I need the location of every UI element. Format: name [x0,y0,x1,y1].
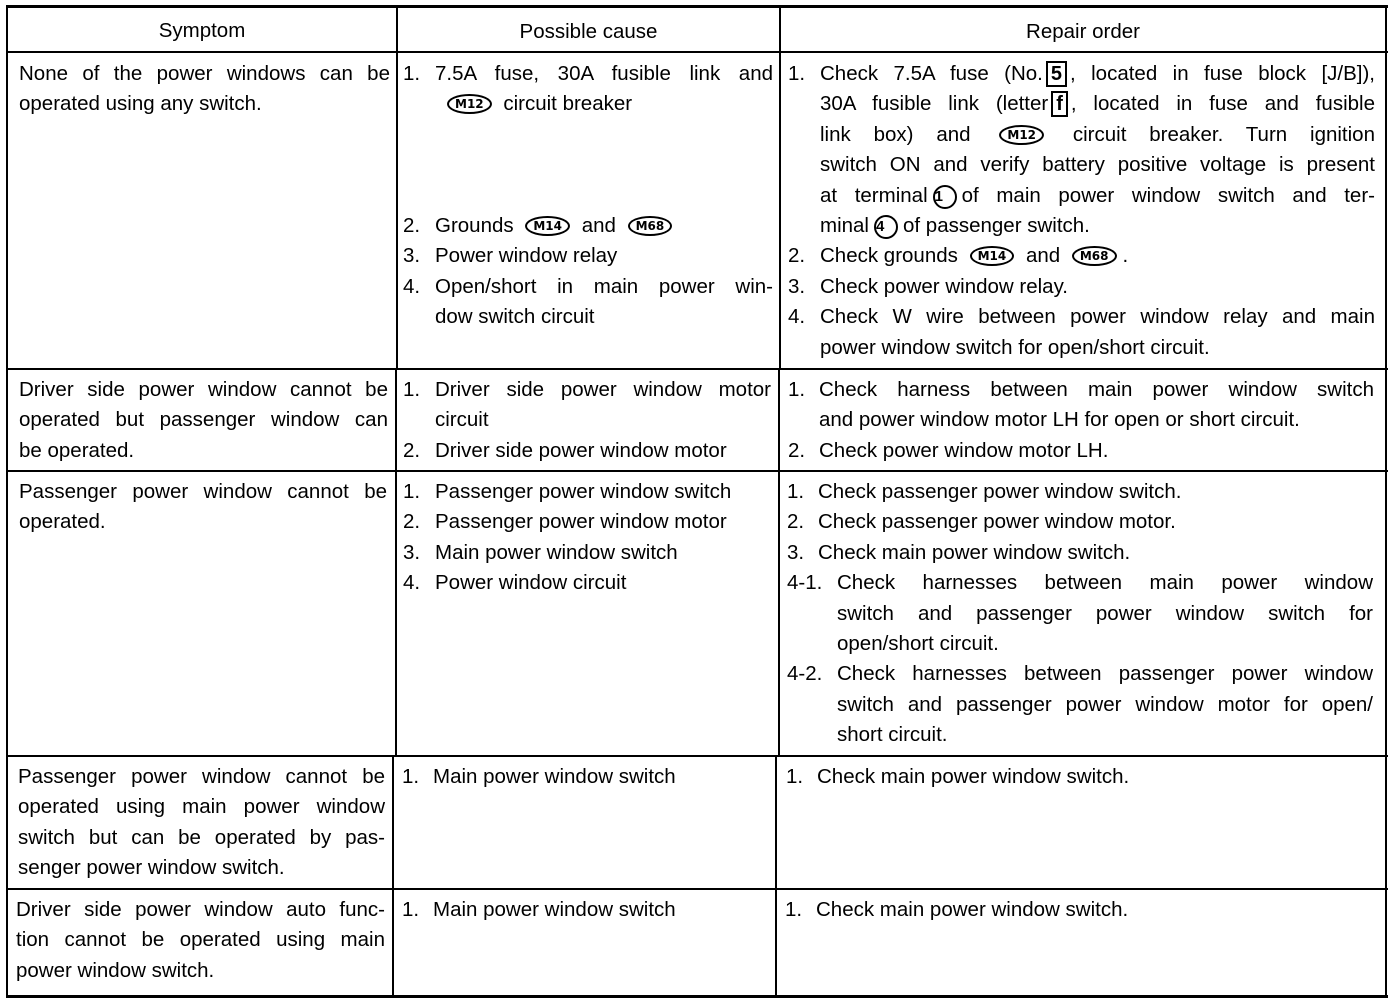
list-item: 1. Check main power window switch. [785,898,1129,921]
list-item: 4. Power window circuit [403,571,627,595]
header-symptom: Symptom [158,19,246,42]
list-item: 4-2. Check harnesses between passenger power window switch and passenger power window motor for open/ short circuit. [787,662,1373,747]
list-item: 3. Main power window switch [403,540,678,564]
list-item: 2. Passenger power window motor [403,510,727,534]
symptom-row-2: Driver side power window cannot be operated but passenger window can be operated. [19,378,388,462]
list-item: 3. Check main power window switch. [787,540,1131,564]
list-item: 2. Check passenger power window motor. [787,510,1176,534]
list-item: 1. Main power window switch [402,898,676,921]
repairs-row-5 [785,895,1371,925]
connector-m14-icon: M14 [970,246,1015,266]
connector-m12-icon: M12 [999,125,1044,145]
connector-m14-icon: M14 [525,216,570,236]
column-rule-2b [778,368,780,757]
list-item: 1. Check harness between main power window switch and power window motor LH for open or short circuit. [788,378,1374,432]
column-rule-2c [775,755,777,998]
connector-m68-icon: M68 [1072,246,1117,266]
symptom-row-3: Passenger power window cannot be operated. [19,480,387,534]
column-rule-2a [779,5,781,370]
terminal-4-icon: 4 [874,215,898,239]
list-item: 2. Check power window motor LH. [788,438,1109,462]
list-item: 1. Driver side power window motor circuit [403,378,771,432]
repairs-row-1 [788,59,1375,363]
list-item: 1. Passenger power window switch [403,480,732,503]
symptom-row-1: None of the power windows can be operated using any switch. [19,62,390,116]
list-item: 1. 7.5A fuse, 30A fusible link and M12 circuit breaker [403,62,773,116]
repairs-row-2 [788,375,1374,466]
list-item: 2. Grounds M14 and M68 [403,211,773,241]
list-item: 4. Check W wire between power window relay and main power window switch for open/short circuit. [788,305,1375,359]
header-repair-order: Repair order [1026,20,1140,43]
connector-m68-icon: M68 [628,216,673,236]
header-possible-cause: Possible cause [519,20,658,43]
row-divider-4 [6,888,1388,890]
terminal-1-icon: 1 [933,185,957,209]
row-divider-2 [6,470,1388,472]
column-rule-1a [396,5,398,370]
column-rule-1c [392,755,394,998]
right-border [1385,5,1387,998]
list-item: 1. Check main power window switch. [786,765,1130,788]
causes-row-1 [403,59,773,332]
repairs-row-4 [786,762,1372,792]
causes-row-3 [403,477,771,599]
row-divider-3 [6,755,1388,757]
table-bottom-rule [6,995,1388,998]
list-item: 1. Main power window switch [402,765,676,788]
repairs-row-3 [787,477,1373,751]
column-rule-1b [395,368,397,757]
table-top-rule [6,5,1388,8]
list-item: 3. Check power window relay. [788,274,1069,298]
list-item: 3. Power window relay [403,244,618,268]
list-item: 4. Open/short in main power win- dow switch circuit [403,274,773,329]
list-item: 4-1. Check harnesses between main power window switch and passenger power window switch for open/short circuit. [787,571,1373,656]
left-border [6,5,8,998]
connector-m12-icon: M12 [447,94,492,114]
header-rule [6,51,1388,53]
causes-row-4 [402,762,770,792]
list-item: 2. Check grounds M14 and M68 . [788,244,1129,268]
fusible-link-letter-box: f [1051,91,1068,117]
fuse-number-box: 5 [1046,61,1067,87]
causes-row-2 [403,375,771,466]
list-item: 2. Driver side power window motor [403,438,727,462]
symptom-row-4: Passenger power window cannot be operated using main power window switch but can be operated by pas- senger power window switch. [18,765,385,880]
list-item: 1. Check 7.5A fuse (No. 5 , located in fuse block [J/B]), 30A fusible link (letter f , located in fuse and fusible link box) and M12 circuit breaker. Turn ignition switch ON and verify battery positive voltage is present at terminal 1 of main power window switch and ter- minal 4 of passenger switch. [788,62,1375,238]
list-item: 1. Check passenger power window switch. [787,480,1182,503]
causes-row-5 [402,895,770,925]
symptom-row-5: Driver side power window auto func- tion cannot be operated using main power window switch. [16,898,385,982]
row-divider-1 [6,368,1388,370]
